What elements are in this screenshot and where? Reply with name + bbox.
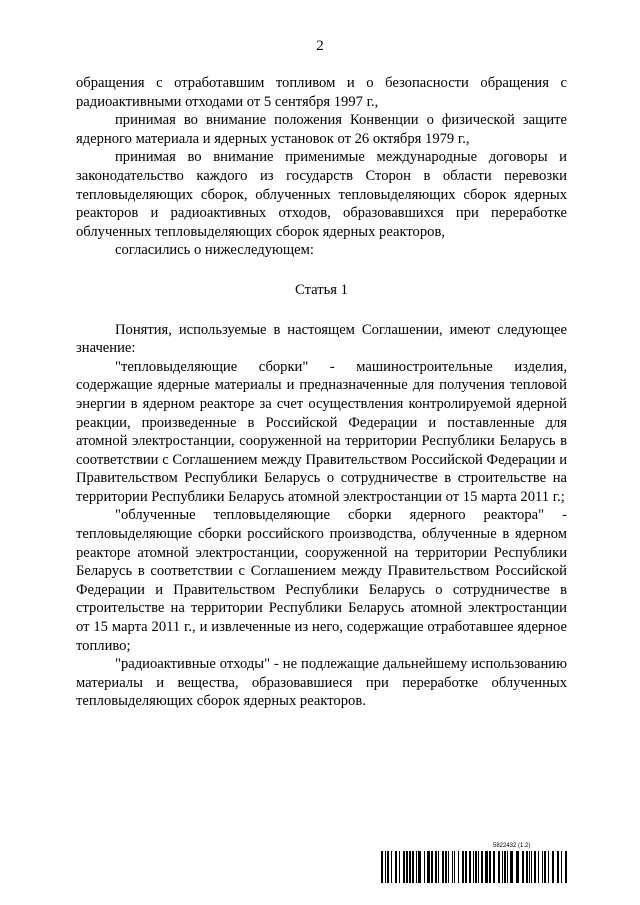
preamble-paragraph: принимая во внимание положения Конвенции о физической защите ядерного материала и ядерных установок от 26 октября 1979 г., bbox=[76, 112, 567, 147]
document-barcode-block bbox=[381, 843, 567, 883]
preamble-paragraph: принимая во внимание применимые международные договоры и законодательство каждого из государств Сторон в области перевозки тепловыделяющих сборок, облученных тепловыделяющих сборок ядерных реакторов и радиоактивных отходов, образовавшихся при переработке облученных тепловыделяющих сборок ядерных реакторов, bbox=[76, 149, 567, 240]
page-number: 2 bbox=[316, 38, 324, 54]
definition-paragraph: "тепловыделяющие сборки" - машиностроительные изделия, содержащие ядерные материалы и предназначенные для получения тепловой энергии в ядерном реакторе за счет осуществления контролируемой ядерной реакции, произведенные в Российской Федерации и поставленные для атомной электростанции, сооруженной на территории Республики Беларусь в соответствии с Соглашением между Правительством Российской Федерации и Правительством Республики Беларусь о сотрудничестве в строительстве на территории Республики Беларусь атомной электростанции от 15 марта 2011 г.; bbox=[76, 358, 567, 505]
barcode-icon bbox=[381, 851, 567, 883]
document-body bbox=[76, 74, 567, 711]
document-code: 5822432 (1.2) bbox=[493, 843, 531, 849]
preamble-paragraph: согласились о нижеследующем: bbox=[115, 242, 314, 259]
article-heading: Статья 1 bbox=[295, 281, 348, 298]
preamble-paragraph-continued: обращения с отработавшим топливом и о безопасности обращения с радиоактивными отходами от 5 сентября 1997 г., bbox=[76, 75, 567, 110]
article-paragraph: Понятия, используемые в настоящем Соглашении, имеют следующее значение: bbox=[76, 321, 567, 357]
definition-paragraph: "облученные тепловыделяющие сборки ядерного реактора" - тепловыделяющие сборки российского производства, облученные в ядерном реакторе атомной электростанции, сооруженной на территории Республики Беларусь в соответствии с Соглашением между Правительством Российской Федерации и Правительством Республики Беларусь о сотрудничестве в строительстве на территории Республики Беларусь атомной электростанции от 15 марта 2011 г., и извлеченные из него, содержащие отработавшее ядерное топливо; bbox=[76, 507, 567, 654]
definition-paragraph: "радиоактивные отходы" - не подлежащие дальнейшему использованию материалы и вещества, образовавшиеся при переработке облученных тепловыделяющих сборок ядерных реакторов. bbox=[76, 656, 567, 710]
